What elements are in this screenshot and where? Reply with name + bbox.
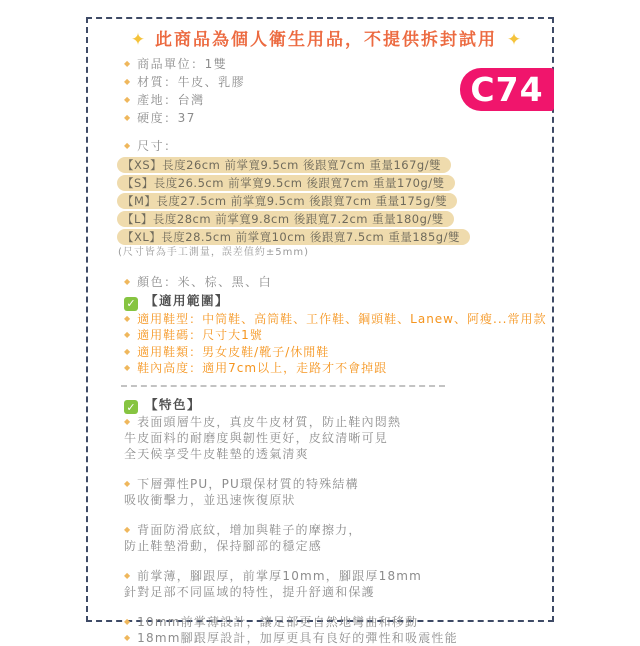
check-icon: ✓ bbox=[124, 400, 138, 414]
feature-line bbox=[124, 538, 542, 554]
spec-text: 產地：台灣 bbox=[137, 93, 205, 107]
check-icon: ✓ bbox=[124, 297, 138, 311]
feature-line bbox=[124, 522, 542, 538]
scope-item-text: 鞋內高度：適用7cm以上，走路才不會掉跟 bbox=[137, 361, 388, 375]
bullet-icon: ◆ bbox=[124, 313, 131, 323]
scope-item-type bbox=[124, 311, 547, 328]
bullet-icon: ◆ bbox=[124, 346, 131, 356]
feature-line bbox=[124, 568, 542, 584]
feature-line bbox=[124, 446, 542, 462]
size-row-l bbox=[117, 209, 542, 227]
feature-text: 吸收衝擊力，並迅速恢復原狀 bbox=[124, 493, 296, 507]
product-code-badge: C74 bbox=[460, 68, 554, 111]
feature-line bbox=[124, 614, 542, 630]
feature-line bbox=[124, 476, 542, 492]
bullet-icon: ◆ bbox=[124, 95, 131, 104]
spacer bbox=[124, 127, 542, 137]
title-text: 此商品為個人衛生用品，不提供拆封試用 bbox=[155, 30, 497, 50]
feature-text: 表面頭層牛皮，真皮牛皮材質，防止鞋內悶熱 bbox=[137, 415, 402, 429]
bullet-icon: ◆ bbox=[124, 571, 131, 580]
feature-text: 防止鞋墊滑動，保持腳部的穩定感 bbox=[124, 539, 323, 553]
feature-text: 前掌薄，腳跟厚，前掌厚10mm，腳跟厚18mm bbox=[137, 569, 423, 583]
feature-line bbox=[124, 414, 542, 430]
sparkle-icon: ✦ bbox=[130, 30, 146, 50]
spacer bbox=[124, 508, 542, 522]
feature-line bbox=[124, 630, 542, 646]
scope-item-height bbox=[124, 360, 542, 377]
bullet-icon: ◆ bbox=[124, 617, 131, 626]
size-pill: 【XS】長度26cm 前掌寬9.5cm 後跟寬7cm 重量167g/雙 bbox=[117, 157, 451, 173]
feature-text: 10mm前掌薄設計，讓足部更自然地彎曲和移動 bbox=[137, 615, 419, 629]
size-label bbox=[124, 137, 542, 155]
spacer bbox=[124, 260, 542, 273]
bullet-icon: ◆ bbox=[124, 277, 131, 286]
size-row-xs bbox=[117, 155, 542, 173]
feature-line bbox=[124, 430, 542, 446]
bullet-icon: ◆ bbox=[124, 141, 131, 150]
spacer bbox=[124, 600, 542, 614]
scope-item-text: 適用鞋碼：尺寸大1號 bbox=[137, 328, 263, 342]
bullet-icon: ◆ bbox=[124, 330, 131, 339]
feature-line bbox=[124, 584, 542, 600]
dashed-frame bbox=[86, 17, 554, 645]
feature-text: 針對足部不同區域的特性，提升舒適和保護 bbox=[124, 585, 375, 599]
feature-text: 18mm腳跟厚設計，加厚更具有良好的彈性和吸震性能 bbox=[137, 631, 458, 645]
bullet-icon: ◆ bbox=[124, 417, 131, 426]
spec-text: 商品單位：1雙 bbox=[137, 57, 228, 71]
scope-item-category bbox=[124, 344, 542, 361]
bullet-icon: ◆ bbox=[124, 525, 131, 534]
scope-item-size bbox=[124, 327, 542, 344]
feature-text: 牛皮面料的耐磨度與韌性更好，皮紋清晰可見 bbox=[124, 431, 389, 445]
spec-text: 硬度：37 bbox=[137, 111, 196, 125]
feature-text: 全天候享受牛皮鞋墊的透氣清爽 bbox=[124, 447, 309, 461]
feature-text: 背面防滑底紋，增加與鞋子的摩擦力， bbox=[137, 523, 362, 537]
scope-header-text: 【適用範圍】 bbox=[145, 293, 230, 308]
page-title bbox=[110, 29, 542, 51]
color-line bbox=[124, 273, 542, 291]
bullet-icon: ◆ bbox=[124, 633, 131, 642]
sparkle-icon: ✦ bbox=[506, 30, 522, 50]
section-divider bbox=[121, 385, 445, 387]
scope-header bbox=[124, 291, 542, 311]
spec-line-hardness bbox=[124, 109, 542, 127]
color-text: 顏色：米、棕、黑、白 bbox=[137, 275, 273, 289]
features-header-text: 【特色】 bbox=[145, 396, 202, 412]
bullet-icon: ◆ bbox=[124, 113, 131, 122]
size-row-xl bbox=[117, 227, 542, 245]
spacer bbox=[124, 554, 542, 568]
scope-item-text: 適用鞋型：中筒鞋、高筒鞋、工作鞋、鋼頭鞋、Lanew、阿瘦...常用款 bbox=[137, 311, 547, 326]
size-pill: 【XL】長度28.5cm 前掌寬10cm 後跟寬7.5cm 重量185g/雙 bbox=[117, 229, 470, 245]
bullet-icon: ◆ bbox=[124, 77, 131, 86]
bullet-icon: ◆ bbox=[124, 363, 131, 372]
size-pill: 【L】長度28cm 前掌寬9.8cm 後跟寬7.2cm 重量180g/雙 bbox=[117, 211, 454, 227]
features-header bbox=[124, 395, 542, 415]
spacer bbox=[124, 462, 542, 476]
bullet-icon: ◆ bbox=[124, 479, 131, 488]
bullet-icon: ◆ bbox=[124, 59, 131, 68]
size-pill: 【M】長度27.5cm 前掌寬9.5cm 後跟寬7cm 重量175g/雙 bbox=[117, 193, 457, 209]
feature-line bbox=[124, 492, 542, 508]
scope-item-text: 適用鞋類：男女皮鞋/靴子/休閒鞋 bbox=[137, 344, 330, 359]
size-row-s bbox=[117, 173, 542, 191]
size-pill: 【S】長度26.5cm 前掌寬9.5cm 後跟寬7cm 重量170g/雙 bbox=[117, 175, 455, 191]
size-label-text: 尺寸： bbox=[137, 139, 178, 153]
feature-text: 下層彈性PU，PU環保材質的特殊結構 bbox=[137, 477, 359, 491]
spec-text: 材質：牛皮、乳膠 bbox=[137, 75, 246, 89]
size-row-m bbox=[117, 191, 542, 209]
size-note: (尺寸皆為手工測量，誤差值約±5mm) bbox=[118, 247, 310, 258]
